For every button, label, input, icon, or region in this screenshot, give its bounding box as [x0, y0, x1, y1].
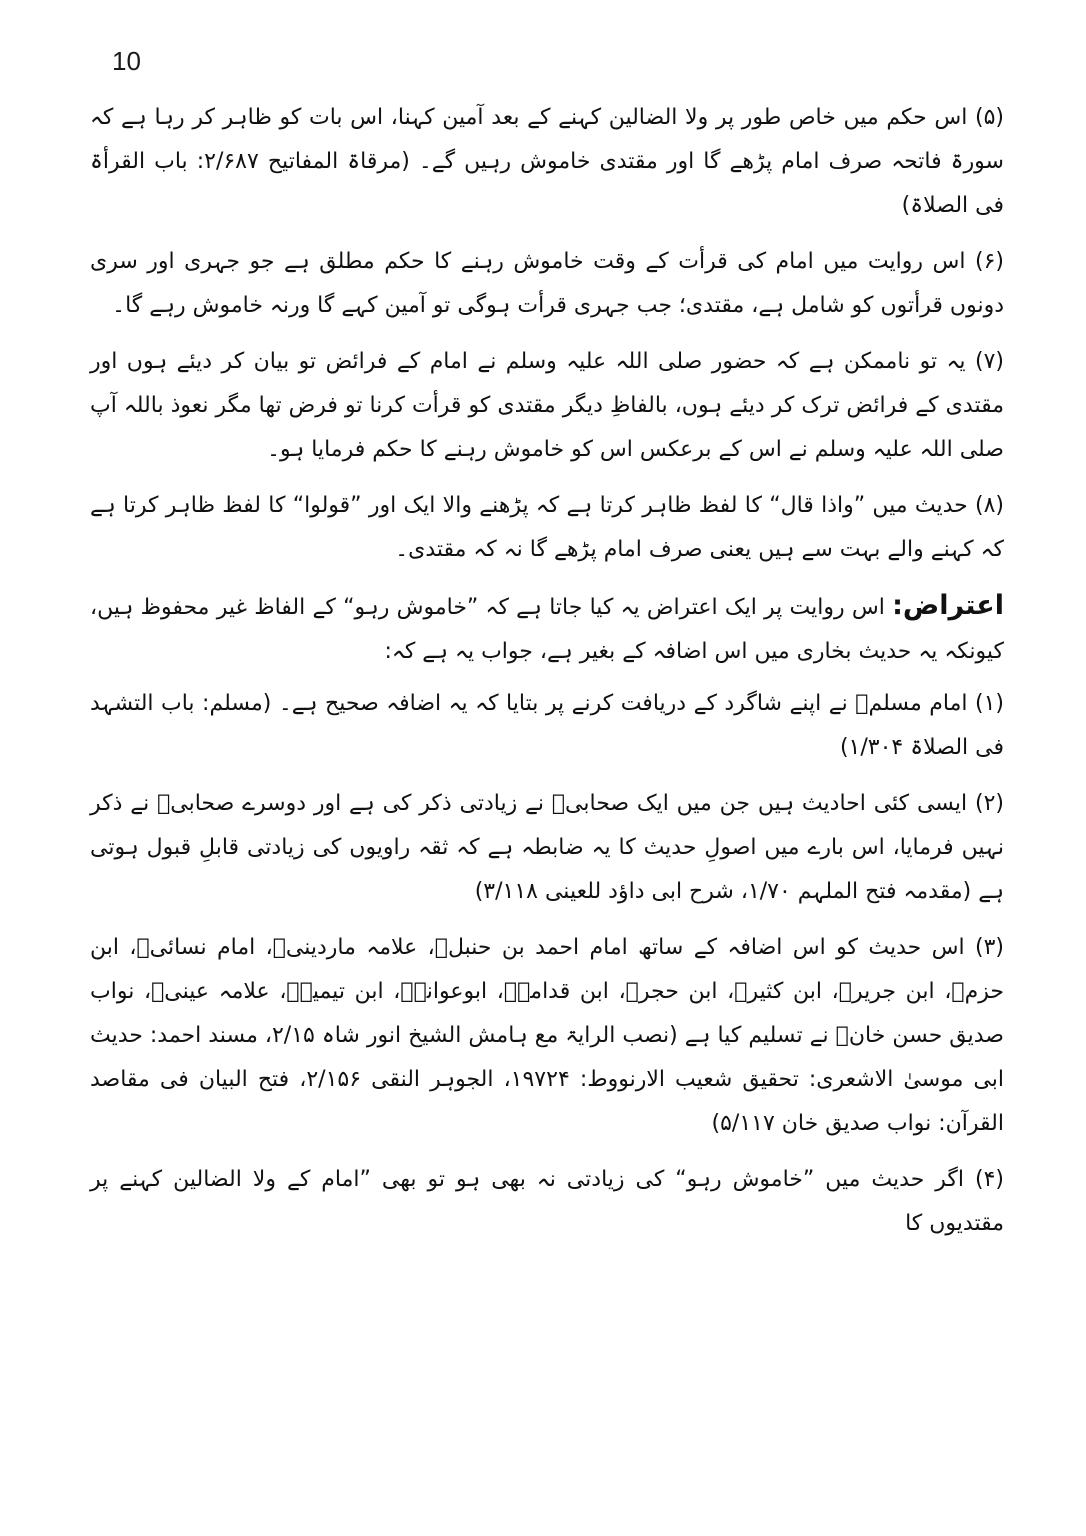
paragraph-6: (۶) اس روایت میں امام کی قرأت کے وقت خاموش رہنے کا حکم مطلق ہے جو جہری اور سری دونوں قرأتوں کو شامل ہے، مقتدی؛ جب جہری قرأت ہوگی تو آمین کہے گا ورنہ خاموش رہے گا۔ [90, 249, 1004, 318]
objection-paragraph [90, 584, 1004, 674]
page-number: 10 [112, 46, 141, 76]
paragraph-7: (۷) یہ تو ناممکن ہے کہ حضور صلی اللہ علیہ وسلم نے امام کے فرائض تو بیان کر دیئے ہوں اور مقتدی کے فرائض ترک کر دیئے ہوں، بالفاظِ دیگر مقتدی کو قرأت کرنا تو فرض تھا مگر نعوذ باللہ آپ صلی اللہ علیہ وسلم نے اس کے برعکس اس کو خاموش رہنے کا حکم فرمایا ہو۔ [90, 349, 1004, 462]
answer-3: (۳) اس حدیث کو اس اضافہ کے ساتھ امام احمد بن حنبلؒ، علامہ ماردینیؒ، امام نسائیؒ، ابن حزمؒ، ابن جریرؒ، ابن کثیرؒ، ابن حجرؒ، ابن قدامہؒ، ابوعوانہؒ، ابن تیمیہؒ، علامہ عینیؒ، نواب صدیق حسن خانؒ نے تسلیم کیا ہے (نصب الرایۃ مع ہامش الشیخ انور شاہ ۲/۱۵، مسند احمد: حدیث ابی موسیٰ الاشعری: تحقیق شعیب الارنووط: ۱۹۷۲۴، الجوہر النقی ۲/۱۵۶، فتح البیان فی مقاصد القرآن: نواب صدیق خان ۵/۱۱۷) [90, 935, 1004, 1136]
answer-2: (۲) ایسی کئی احادیث ہیں جن میں ایک صحابیؓ نے زیادتی ذکر کی ہے اور دوسرے صحابیؓ نے ذکر نہیں فرمایا، اس بارے میں اصولِ حدیث کا یہ ضابطہ ہے کہ ثقہ راویوں کی زیادتی قابلِ قبول ہوتی ہے (مقدمہ فتح الملہم ۱/۷۰، شرح ابی داؤد للعینی ۳/۱۱۸) [90, 791, 1004, 904]
paragraph-8: (۸) حدیث میں ”واذا قال“ کا لفظ ظاہر کرتا ہے کہ پڑھنے والا ایک اور ”قولوا“ کا لفظ ظاہر کرتا ہے کہ کہنے والے بہت سے ہیں یعنی صرف امام پڑھے گا نہ کہ مقتدی۔ [90, 493, 1004, 562]
paragraph-5: (۵) اس حکم میں خاص طور پر ولا الضالین کہنے کے بعد آمین کہنا، اس بات کو ظاہر کر رہا ہے کہ سورۃ فاتحہ صرف امام پڑھے گا اور مقتدی خاموش رہیں گے۔ (مرقاۃ المفاتیح ۲/۶۸۷: باب القرأۃ فی الصلاۃ) [90, 105, 1004, 218]
objection-keyword: اعتراض: [892, 590, 1004, 621]
page-body [90, 96, 1004, 1258]
answer-1: (۱) امام مسلمؒ نے اپنے شاگرد کے دریافت کرنے پر بتایا کہ یہ اضافہ صحیح ہے۔ (مسلم: باب التشہد فی الصلاۃ ۱/۳۰۴) [90, 691, 1004, 760]
objection-text: اس روایت پر ایک اعتراض یہ کیا جاتا ہے کہ ”خاموش رہو“ کے الفاظ غیر محفوظ ہیں، کیونکہ یہ حدیث بخاری میں اس اضافہ کے بغیر ہے، جواب یہ ہے کہ: [90, 595, 1004, 664]
answer-4: (۴) اگر حدیث میں ”خاموش رہو“ کی زیادتی نہ بھی ہو تو بھی ”امام کے ولا الضالین کہنے پر مقتدیوں کا [90, 1167, 1004, 1236]
